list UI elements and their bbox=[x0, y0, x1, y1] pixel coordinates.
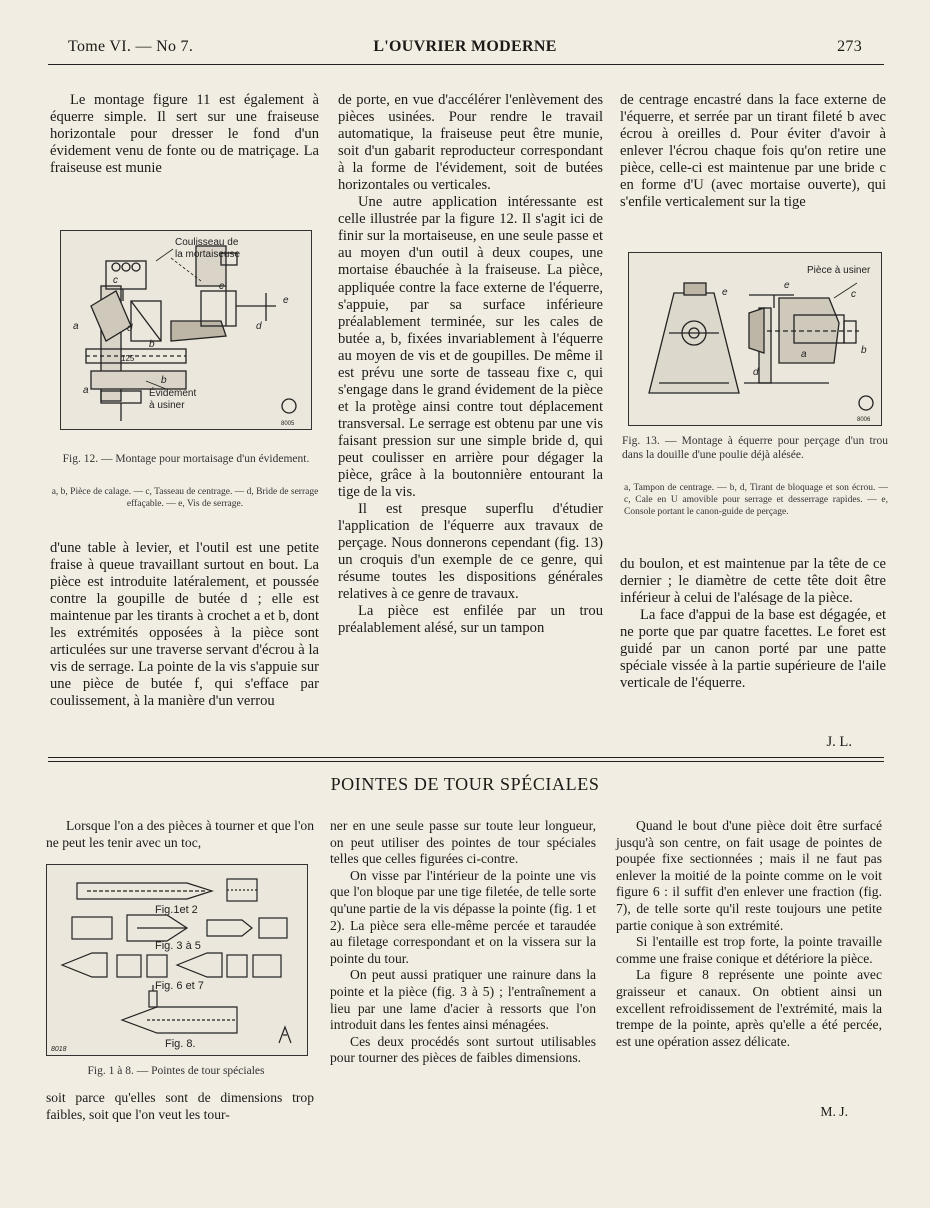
paragraph: La figure 8 représente une pointe avec graisseur et canaux. On obtient ainsi un excellent refroidissement de l'extrémité, mais la trempe de la pointe, après qu'elle a été percée, est une opération assez délicate. bbox=[616, 967, 882, 1049]
figure-13-caption: Fig. 13. — Montage à équerre pour perçage d'un trou dans la douille d'une poulie déjà alésée. bbox=[622, 435, 888, 461]
fig13-code: 8006 bbox=[857, 417, 871, 423]
fig12-label-usiner: à usiner bbox=[149, 400, 185, 411]
paragraph: de porte, en vue d'accélérer l'enlèvement des pièces usinées. Pour rendre le travail automatique, la fraiseuse peut être munie, soit d'un gabarit reproducteur correspondant à la forme de l'évidement, soit de butées horizontales ou verticales. bbox=[338, 92, 603, 194]
article2-signature: M. J. bbox=[820, 1104, 848, 1119]
fig12-label-c1: c bbox=[113, 275, 118, 286]
fig13-label-piece: Pièce à usiner bbox=[807, 265, 871, 276]
paragraph: ner en une seule passe sur toute leur longueur, on peut utiliser des pointes de tour spéciales telles que celles figurées ci-contre. bbox=[330, 818, 596, 867]
article1-signature: J. L. bbox=[826, 734, 852, 750]
fig12-label-c2: c bbox=[219, 281, 224, 292]
figure-12-caption: Fig. 12. — Montage pour mortaisage d'un évidement. bbox=[62, 453, 310, 465]
paragraph: d'une table à levier, et l'outil est une petite fraise à queue travaillant surtout en bout. La pièce est introduite latéralement, et poussée contre la goupille de butée d ; elle est maintenue par les tirants à crochet a et b, dont les extrémités opposées à la pièce sont articulées sur une traverse servant d'écrou à la vis de serrage. La pointe de la vis s'appuie sur une pièce de butée f, qui s'efface par coulissement, à la manière d'un verrou bbox=[50, 540, 319, 710]
paragraph: La face d'appui de la base est dégagée, et ne porte que par quatre facettes. Le foret est guidé par un canon porté par une patte spéciale vissée à la partie supérieure de l'aile verticale de l'équerre. bbox=[620, 607, 886, 692]
article1-col1-bottom bbox=[50, 540, 319, 710]
header-journal-title: L'OUVRIER MODERNE bbox=[373, 38, 557, 55]
fig12-label-coulisseau1: Coulisseau de bbox=[175, 237, 239, 248]
fig12-label-d1: d bbox=[127, 323, 133, 334]
paragraph: Il est presque superflu d'étudier l'application de l'équerre aux travaux de perçage. Nous donnerons cependant (fig. 13) un croquis d'un exemple de ce genre, qui résume toutes les dispositions générales relatives à ce genre de travaux. bbox=[338, 501, 603, 603]
fig12-label-evidement: Évidement bbox=[149, 388, 197, 399]
fig12-label-a2: a bbox=[83, 385, 89, 396]
paragraph: La pièce est enfilée par un trou préalablement alésé, sur un tampon bbox=[338, 603, 603, 637]
fig12-label-e: e bbox=[283, 295, 289, 306]
fig13-label-b: b bbox=[861, 345, 867, 356]
figure-13 bbox=[628, 252, 882, 426]
header-page-number: 273 bbox=[837, 38, 862, 55]
figure-1-8-drawing bbox=[47, 865, 307, 1055]
fig12-label-d2: d bbox=[256, 321, 262, 332]
fig12-label-dim: 125 bbox=[121, 354, 135, 363]
figure-13-legend: a, Tampon de centrage. — b, d, Tirant de bloquage et son écrou. — c, Cale en U amovible pour serrage et desserrage rapides. — e, Console portant le canon-guide de perçage. bbox=[624, 483, 888, 517]
figure-13-drawing bbox=[629, 253, 881, 425]
article1-col1-top bbox=[50, 92, 319, 177]
paragraph: Lorsque l'on a des pièces à tourner et que l'on ne peut les tenir avec un toc, bbox=[46, 818, 314, 850]
fig1-8-label-f35: Fig. 3 à 5 bbox=[155, 940, 201, 952]
figure-12-legend: a, b, Pièce de calage. — c, Tasseau de centrage. — d, Bride de serrage effaçable. — e, Vis de serrage. bbox=[51, 487, 319, 509]
header-volume: Tome VI. — No 7. bbox=[68, 38, 194, 55]
article-separator-bottom bbox=[48, 761, 884, 762]
fig1-8-label-f67: Fig. 6 et 7 bbox=[155, 980, 204, 992]
fig13-label-d: d bbox=[753, 367, 759, 378]
paragraph: Une autre application intéressante est celle illustrée par la figure 12. Il s'agit ici de finir sur la mortaiseuse, en une seule passe et au moyen d'un outil à deux coupes, une mortaise ébauchée à la fraiseuse. La pièce, appliquée contre la face externe de l'équerre, s'appuie, par sa surface inférieure préalablement terminée, sur les cales de butée a, b, fixées invariablement à l'équerre au moyen de vis et de goupilles. De même il est prévu une sorte de tasseau fixe c, qui s'engage dans le grand évidement de la pièce et la protège ainsi contre tout déplacement transversal. Le serrage est obtenu par une vis faisant pression sur une simple bride d, qui peut coulisser en arrière pour dégager la pièce, grâce à la boutonnière entourant la tige de la vis. bbox=[338, 194, 603, 501]
fig13-label-a: a bbox=[801, 349, 807, 360]
paragraph: Ces deux procédés sont surtout utilisables pour tourner des pièces de faibles dimensions. bbox=[330, 1033, 596, 1066]
article2-col3 bbox=[616, 818, 882, 1050]
fig1-8-label-f8: Fig. 8. bbox=[165, 1038, 196, 1050]
article1-col3-bottom bbox=[620, 556, 886, 692]
fig12-label-b1: b bbox=[149, 339, 155, 350]
paragraph: de centrage encastré dans la face externe de l'équerre, et serrée par un tirant fileté b avec écrou à oreilles d. Pour éviter d'avoir à enlever l'écrou chaque fois qu'on retire une pièce, celle-ci est maintenue par une bride c en forme d'U (avec mortaise ouverte), qui s'enfile verticalement sur la tige bbox=[620, 92, 886, 211]
fig1-8-label-f12: Fig.1et 2 bbox=[155, 904, 198, 916]
figure-1-8 bbox=[46, 864, 308, 1056]
fig12-label-coulisseau2: la mortaiseuse bbox=[175, 249, 241, 260]
fig13-label-c: c bbox=[851, 289, 856, 300]
fig12-code: 8005 bbox=[281, 421, 295, 427]
paragraph: Si l'entaille est trop forte, la pointe travaille comme une fraise conique et détériore la pièce. bbox=[616, 934, 882, 966]
fig12-label-a1: a bbox=[73, 321, 79, 332]
article2-col1-bottom bbox=[46, 1090, 314, 1123]
figure-1-8-caption: Fig. 1 à 8. — Pointes de tour spéciales bbox=[87, 1065, 265, 1077]
header-rule bbox=[48, 64, 884, 65]
fig1-8-code: 8018 bbox=[51, 1046, 67, 1053]
article1-col3-top bbox=[620, 92, 886, 211]
article1-col2 bbox=[338, 92, 603, 638]
article2-col2 bbox=[330, 818, 596, 1067]
article2-title: POINTES DE TOUR SPÉCIALES bbox=[330, 774, 600, 794]
article2-col1-top bbox=[46, 818, 314, 851]
figure-12 bbox=[60, 230, 312, 430]
paragraph: On peut aussi pratiquer une rainure dans la pointe et la pièce (fig. 3 à 5) ; l'entraînement a lieu par une lame d'acier à ressorts que l'on introduit dans les fentes ainsi ménagées. bbox=[330, 967, 596, 1033]
figure-12-drawing bbox=[61, 231, 311, 429]
paragraph: Le montage figure 11 est également à équerre simple. Il sert sur une fraiseuse horizontale pour dresser le fond d'un évidement venu de fonte ou de matriçage. La fraiseuse est munie bbox=[50, 92, 319, 177]
paragraph: du boulon, et est maintenue par la tête de ce dernier ; le diamètre de cette tête doit être inférieur à celui de l'alésage de la pièce. bbox=[620, 556, 886, 607]
article-separator-top bbox=[48, 757, 884, 758]
paragraph: soit parce qu'elles sont de dimensions trop faibles, soit que l'on veut les tour- bbox=[46, 1090, 314, 1122]
fig13-label-e2: e bbox=[784, 280, 790, 291]
paragraph: On visse par l'intérieur de la pointe une vis que l'on bloque par une tige filetée, de telle sorte qu'une partie de la vis dépasse la pointe (fig. 1 et 2). La pièce sera elle-même percée et taraudée au filetage correspondant et on la vissera sur la pointe du tour. bbox=[330, 867, 596, 966]
fig13-label-e1: e bbox=[722, 287, 728, 298]
paragraph: Quand le bout d'une pièce doit être surfacé jusqu'à son centre, on fait usage de pointes de poupée fixe sectionnées ; mais il ne faut pas enlever la moitié de la pointe comme on le voit figure 6 : il suffit d'en enlever une fraction (fig. 7), de telle sorte qu'il reste toujours une petite partie conique à son extrémité. bbox=[616, 818, 882, 933]
fig12-label-b2: b bbox=[161, 375, 167, 386]
